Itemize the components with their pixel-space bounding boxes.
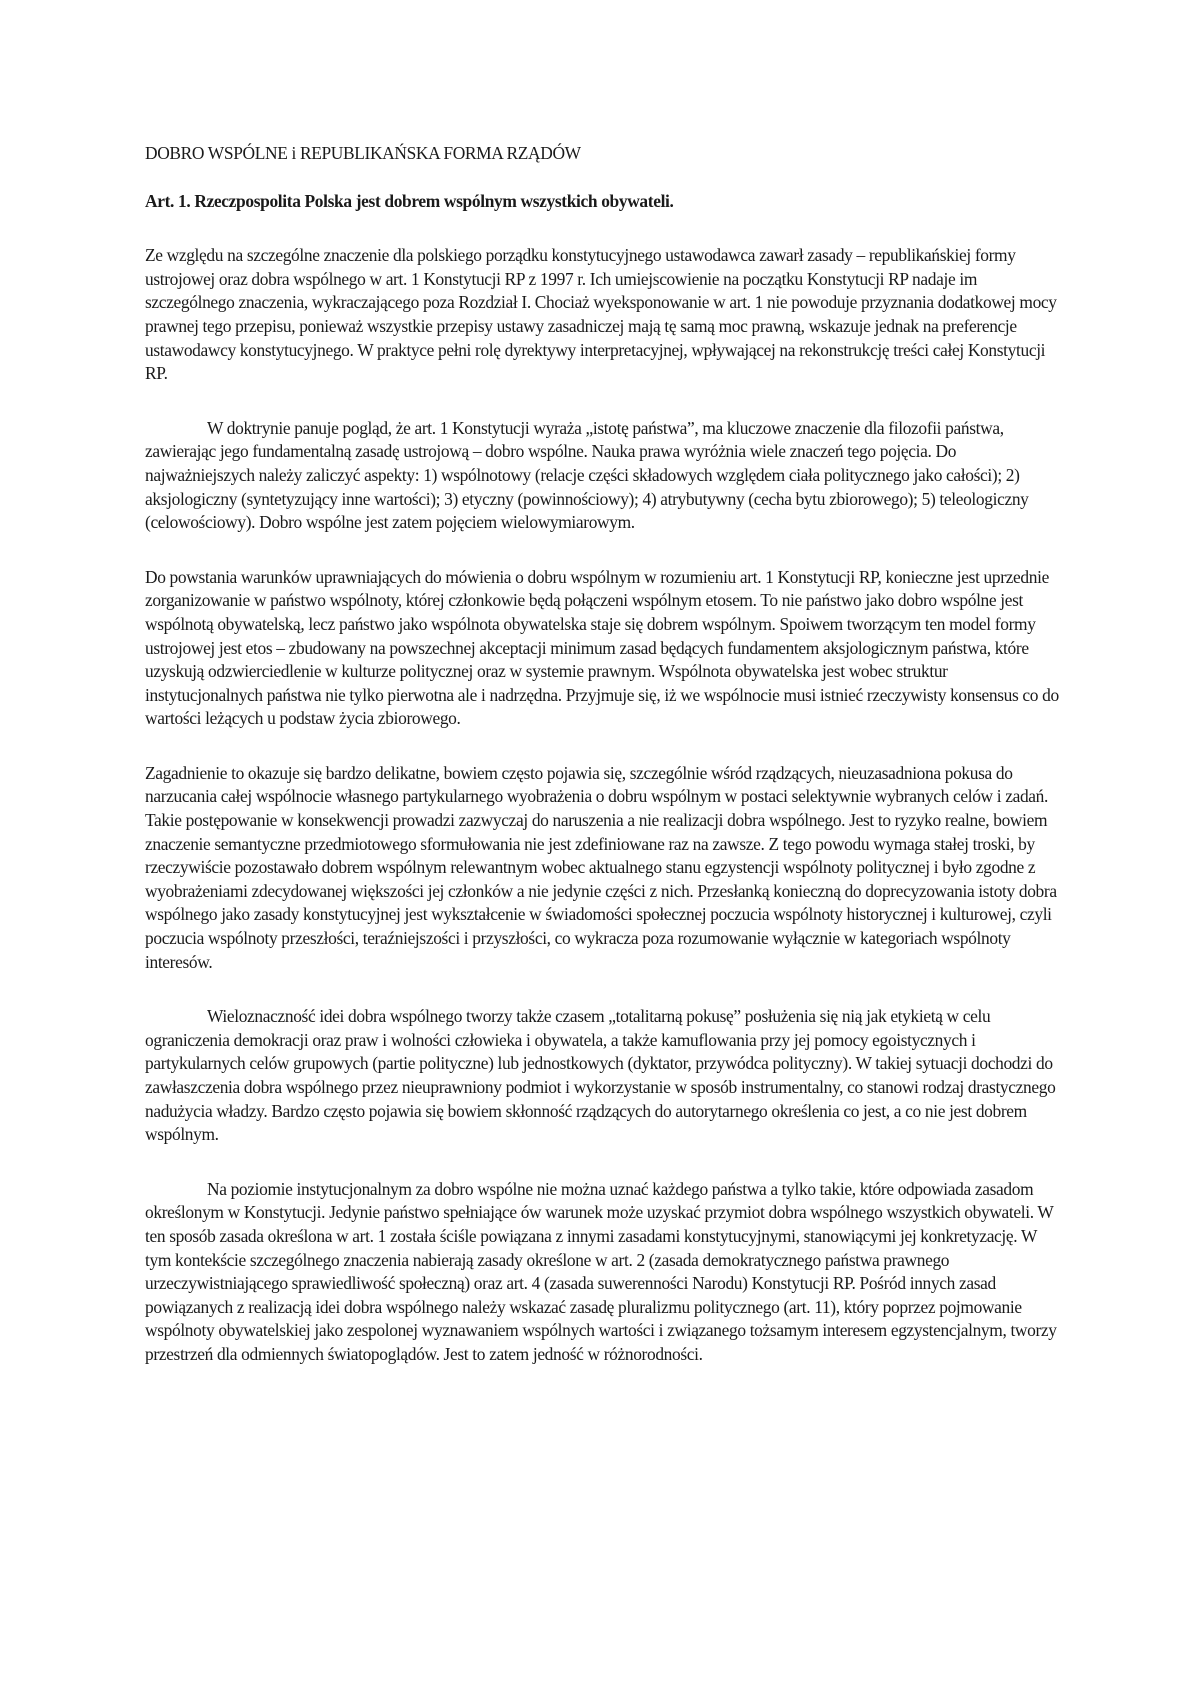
document-title: DOBRO WSPÓLNE i REPUBLIKAŃSKA FORMA RZĄDÓW <box>145 143 581 163</box>
document-body <box>145 142 1065 1367</box>
paragraph-5: Wieloznaczność idei dobra wspólnego tworzy także czasem „totalitarną pokusę” posłużenia się nią jak etykietą w celu ograniczenia demokracji oraz praw i wolności człowieka i obywatela, a także kamuflowania przy jej pomocy egoistycznych i partykularnych celów grupowych (partie polityczne) lub jednostkowych (dyktator, przywódca polityczny). W takiej sytuacji dochodzi do zawłaszczenia dobra wspólnego przez nieuprawniony podmiot i wykorzystanie w sposób instrumentalny, co stanowi rodzaj drastycznego nadużycia władzy. Bardzo często pojawia się bowiem skłonność rządzących do autorytarnego określenia co jest, a co nie jest dobrem wspólnym. <box>145 1006 1056 1145</box>
article-heading: Art. 1. Rzeczpospolita Polska jest dobrem wspólnym wszystkich obywateli. <box>145 190 674 211</box>
paragraph-1: Ze względu na szczególne znaczenie dla polskiego porządku konstytucyjnego ustawodawca zawarł zasady – republikańskiej formy ustrojowej oraz dobra wspólnego w art. 1 Konstytucji RP z 1997 r. Ich umiejscowienie na początku Konstytucji RP nadaje im szczególnego znaczenia, wykraczającego poza Rozdział I. Chociaż wyeksponowanie w art. 1 nie powoduje przyznania dodatkowej mocy prawnej tego przepisu, ponieważ wszystkie przepisy ustawy zasadniczej mają tę samą moc prawną, wskazuje jednak na preferencje ustawodawcy konstytucyjnego. W praktyce pełni rolę dyrektywy interpretacyjnej, wpływającej na rekonstrukcję treści całej Konstytucji RP. <box>145 245 1057 384</box>
paragraph-4: Zagadnienie to okazuje się bardzo delikatne, bowiem często pojawia się, szczególnie wśród rządzących, nieuzasadniona pokusa do narzucania całej wspólnocie własnego partykularnego wyobrażenia o dobru wspólnym w postaci selektywnie wybranych celów i zadań. Takie postępowanie w konsekwencji prowadzi zazwyczaj do naruszenia a nie realizacji dobra wspólnego. Jest to ryzyko realne, bowiem znaczenie semantyczne przedmiotowego sformułowania nie jest zdefiniowane raz na zawsze. Z tego powodu wymaga stałej troski, by rzeczywiście pozostawało dobrem wspólnym relewantnym wobec aktualnego stanu egzystencji wspólnoty politycznej i było zgodne z wyobrażeniami zdecydowanej większości jej członków a nie jedynie części z nich. Przesłanką konieczną do doprecyzowania istoty dobra wspólnego jako zasady konstytucyjnej jest wykształcenie w świadomości społecznej poczucia wspólnoty historycznej i kulturowej, czyli poczucia wspólnoty przeszłości, teraźniejszości i przyszłości, co wykracza poza rozumowanie wyłącznie w kategoriach wspólnoty interesów. <box>145 762 1057 972</box>
paragraph-3: Do powstania warunków uprawniających do mówienia o dobru wspólnym w rozumieniu art. 1 Konstytucji RP, konieczne jest uprzednie zorganizowanie w państwo wspólnoty, której członkowie będą połączeni wspólnym etosem. To nie państwo jako dobro wspólne jest wspólnotą obywatelską, lecz państwo jako wspólnota obywatelska staje się dobrem wspólnym. Spoiwem tworzącym ten model formy ustrojowej jest etos – zbudowany na powszechnej akceptacji minimum zasad będących fundamentem aksjologicznym państwa, które uzyskują odzwierciedlenie w kulturze politycznej oraz w systemie prawnym. Wspólnota obywatelska jest wobec struktur instytucjonalnych państwa nie tylko pierwotna ale i nadrzędna. Przyjmuje się, iż we wspólnocie musi istnieć rzeczywisty konsensus co do wartości leżących u podstaw życia zbiorowego. <box>145 566 1059 729</box>
paragraph-6: Na poziomie instytucjonalnym za dobro wspólne nie można uznać każdego państwa a tylko takie, które odpowiada zasadom określonym w Konstytucji. Jedynie państwo spełniające ów warunek może uzyskać przymiot dobra wspólnego wszystkich obywateli. W ten sposób zasada określona w art. 1 została ściśle powiązana z innymi zasadami konstytucyjnymi, stanowiącymi jej konkretyzację. W tym kontekście szczególnego znaczenia nabierają zasady określone w art. 2 (zasada demokratycznego państwa prawnego urzeczywistniającego sprawiedliwość społeczną) oraz art. 4 (zasada suwerenności Narodu) Konstytucji RP. Pośród innych zasad powiązanych z realizacją idei dobra wspólnego należy wskazać zasadę pluralizmu politycznego (art. 11), który poprzez pojmowanie wspólnoty obywatelskiej jako zespolonej wyznawaniem wspólnych wartości i związanego tożsamym interesem egzystencjalnym, tworzy przestrzeń dla odmiennych światopoglądów. Jest to zatem jedność w różnorodności. <box>145 1178 1057 1364</box>
paragraph-2: W doktrynie panuje pogląd, że art. 1 Konstytucji wyraża „istotę państwa”, ma kluczowe znaczenie dla filozofii państwa, zawierając jego fundamentalną zasadę ustrojową – dobro wspólne. Nauka prawa wyróżnia wiele znaczeń tego pojęcia. Do najważniejszych należy zaliczyć aspekty: 1) wspólnotowy (relacje części składowych względem ciała politycznego jako całości); 2) aksjologiczny (syntetyzujący inne wartości); 3) etyczny (powinnościowy); 4) atrybutywny (cecha bytu zbiorowego); 5) teleologiczny (celowościowy). Dobro wspólne jest zatem pojęciem wielowymiarowym. <box>145 417 1029 533</box>
